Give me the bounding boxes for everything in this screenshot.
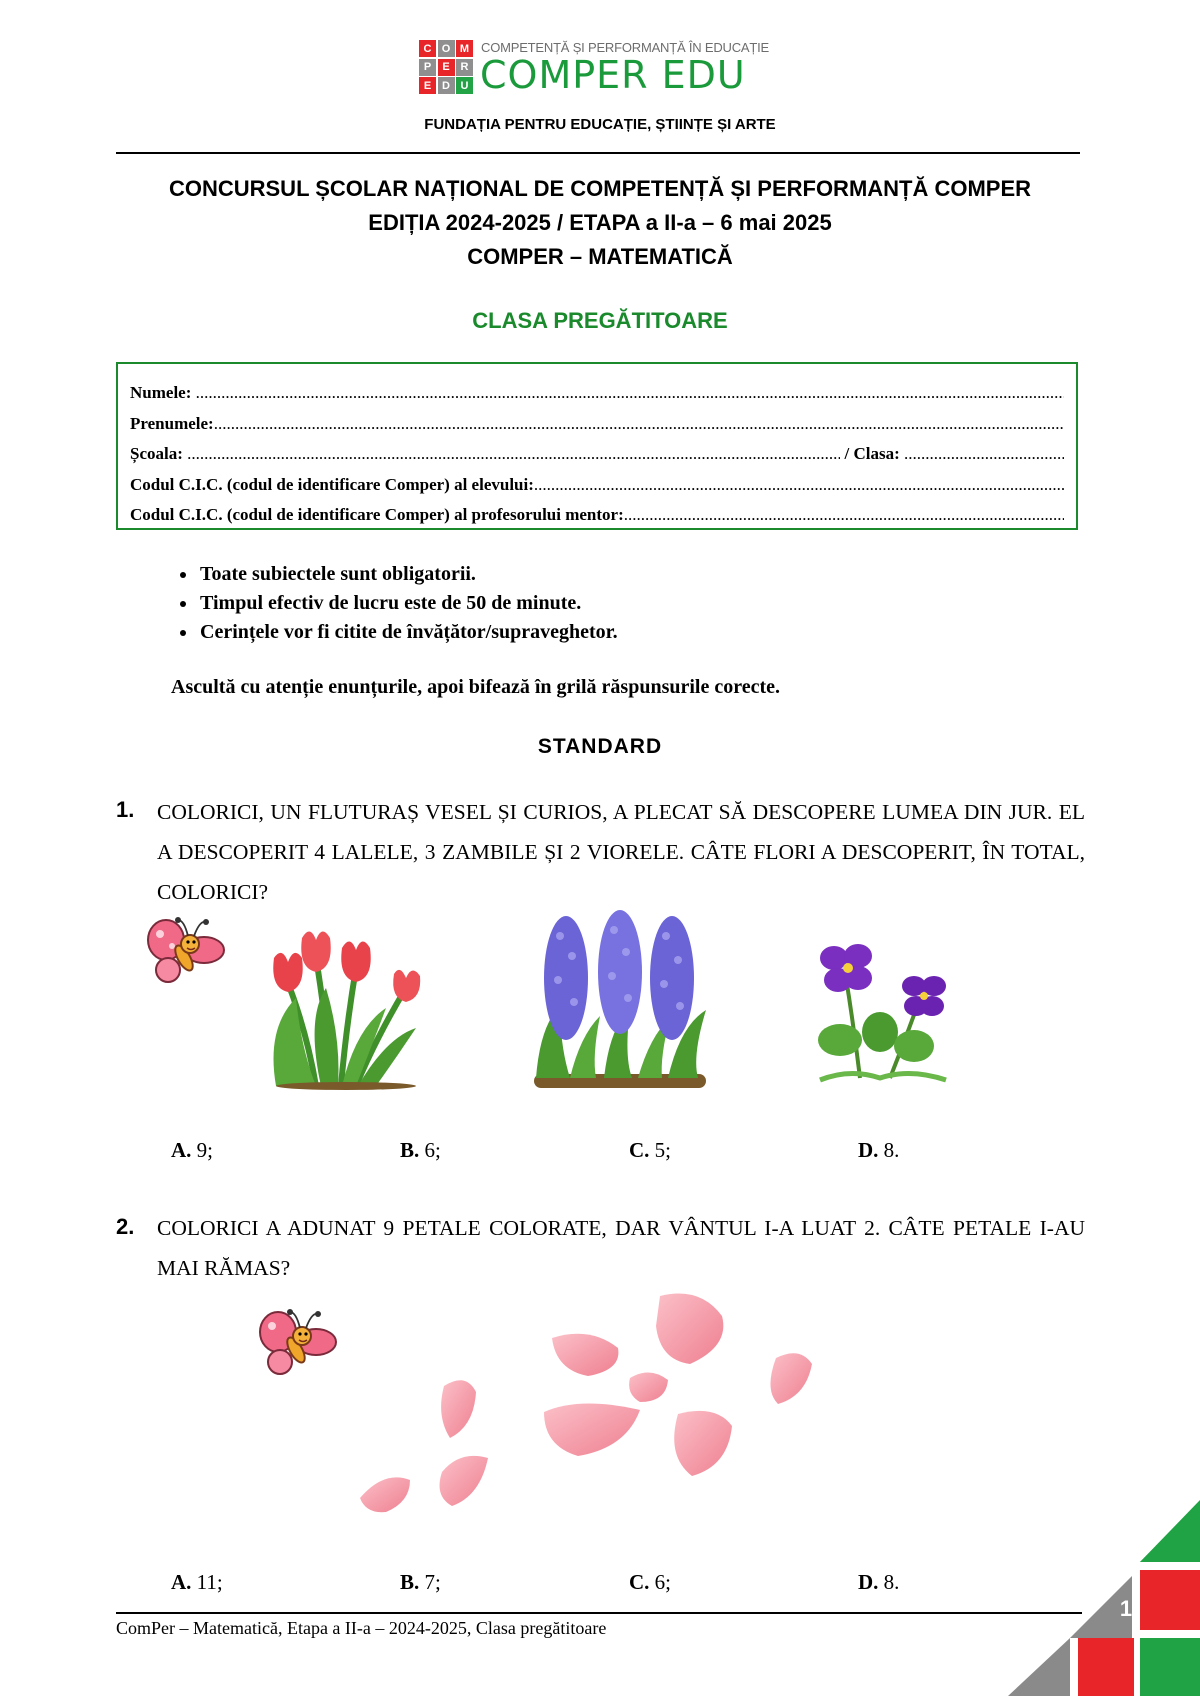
answer-letter: D. bbox=[858, 1138, 879, 1162]
title-line-3: COMPER – MATEMATICĂ bbox=[467, 244, 733, 269]
footer-text: ComPer – Matematică, Etapa a II-a – 2024-2025, Clasa pregătitoare bbox=[116, 1618, 607, 1638]
answer-letter: A. bbox=[171, 1570, 192, 1594]
header-divider bbox=[116, 152, 1080, 154]
class-label: / Clasa: bbox=[844, 444, 900, 463]
question-1-answers bbox=[171, 1138, 1087, 1163]
answer-value: 11; bbox=[196, 1570, 223, 1594]
fill-dots bbox=[196, 378, 1064, 409]
logo-tagline: COMPETENȚĂ ȘI PERFORMANȚĂ ÎN EDUCAȚIE bbox=[481, 40, 770, 55]
fill-dots bbox=[534, 470, 1064, 501]
question-2-answers bbox=[171, 1570, 1087, 1595]
logo-cell: D bbox=[438, 77, 455, 94]
title-line-1: CONCURSUL ȘCOLAR NAȚIONAL DE COMPETENȚĂ ȘI PERFORMANȚĂ COMPER bbox=[168, 176, 1032, 201]
logo-cell: E bbox=[419, 77, 436, 94]
fill-dots bbox=[214, 409, 1064, 440]
answer-value: 8. bbox=[883, 1570, 900, 1594]
answer-option[interactable] bbox=[629, 1570, 858, 1595]
answer-value: 9; bbox=[196, 1138, 214, 1162]
logo-cell: E bbox=[438, 59, 455, 76]
fill-dots bbox=[904, 439, 1064, 470]
answer-value: 8. bbox=[883, 1138, 900, 1162]
student-code-field[interactable] bbox=[130, 470, 1064, 501]
logo-cell: P bbox=[419, 59, 436, 76]
teacher-code-label: Codul C.I.C. (codul de identificare Comper) al profesorului mentor: bbox=[130, 505, 624, 524]
surname-field[interactable] bbox=[130, 409, 1064, 440]
logo-cell: M bbox=[456, 40, 473, 57]
logo-cell: R bbox=[456, 59, 473, 76]
surname-label: Prenumele: bbox=[130, 413, 214, 433]
section-heading: STANDARD bbox=[537, 735, 663, 758]
footer-divider bbox=[116, 1612, 1082, 1614]
rule-item: • Timpul efectiv de lucru este de 50 de minute. bbox=[198, 589, 618, 618]
logo-mark bbox=[419, 40, 473, 94]
name-label: Numele: bbox=[130, 383, 192, 402]
answer-value: 5; bbox=[654, 1138, 672, 1162]
question-1-text: COLORICI, UN FLUTURAȘ VESEL ȘI CURIOS, A PLECAT SĂ DESCOPERE LUMEA DIN JUR. EL A DESCOPERIT 4 LALELE, 3 ZAMBILE ȘI 2 VIORELE. CÂTE FLORI A DESCOPERIT, ÎN TOTAL, COLORICI? bbox=[157, 800, 1085, 904]
rules-list bbox=[170, 560, 618, 647]
butterfly-icon bbox=[144, 914, 234, 994]
rule-item: • Toate subiectele sunt obligatorii. bbox=[198, 560, 618, 589]
question-2-number: 2. bbox=[116, 1214, 135, 1239]
student-info-box bbox=[116, 362, 1078, 530]
teacher-code-field[interactable] bbox=[130, 500, 1064, 531]
contest-title bbox=[0, 172, 1200, 274]
class-title: CLASA PREGĂTITOARE bbox=[472, 308, 728, 333]
answer-letter: C. bbox=[629, 1138, 650, 1162]
answer-letter: B. bbox=[400, 1570, 420, 1594]
fill-dots bbox=[624, 500, 1064, 531]
hyacinths-icon bbox=[520, 906, 720, 1096]
logo-cell: C bbox=[419, 40, 436, 57]
answer-option[interactable] bbox=[171, 1138, 400, 1163]
answer-option[interactable] bbox=[400, 1570, 629, 1595]
question-1-number: 1. bbox=[116, 797, 135, 822]
answer-letter: B. bbox=[400, 1138, 420, 1162]
answer-letter: A. bbox=[171, 1138, 192, 1162]
answer-value: 7; bbox=[424, 1570, 441, 1594]
page-number: 1 bbox=[1119, 1596, 1133, 1621]
butterfly-icon bbox=[256, 1306, 346, 1386]
foundation-name: FUNDAȚIA PENTRU EDUCAȚIE, ȘTIINȚE ȘI ARTE bbox=[424, 116, 776, 133]
logo-cell: U bbox=[456, 77, 473, 94]
rule-item: • Cerințele vor fi citite de învățător/supraveghetor. bbox=[198, 618, 618, 647]
school-field[interactable] bbox=[130, 439, 1064, 470]
answer-option[interactable] bbox=[629, 1138, 858, 1163]
answer-value: 6; bbox=[424, 1138, 441, 1162]
violets-icon bbox=[810, 928, 956, 1086]
corner-decoration bbox=[1000, 1500, 1200, 1696]
fill-dots bbox=[187, 439, 840, 470]
answer-letter: D. bbox=[858, 1570, 879, 1594]
logo-cell: O bbox=[438, 40, 455, 57]
school-label: Școala: bbox=[130, 444, 183, 463]
petals-icon bbox=[360, 1286, 840, 1526]
name-field[interactable] bbox=[130, 378, 1064, 409]
answer-value: 6; bbox=[654, 1570, 672, 1594]
title-line-2: EDIȚIA 2024-2025 / ETAPA a II-a – 6 mai 2025 bbox=[368, 210, 832, 235]
answer-option[interactable] bbox=[400, 1138, 629, 1163]
answer-option[interactable] bbox=[171, 1570, 400, 1595]
tulips-icon bbox=[246, 918, 446, 1090]
question-2-text: COLORICI A ADUNAT 9 PETALE COLORATE, DAR VÂNTUL I-A LUAT 2. CÂTE PETALE I-AU MAI RĂMAS? bbox=[157, 1216, 1085, 1280]
student-code-label: Codul C.I.C. (codul de identificare Comper) al elevului: bbox=[130, 474, 534, 494]
answer-letter: C. bbox=[629, 1570, 650, 1594]
instruction: Ascultă cu atenție enunțurile, apoi bifează în grilă răspunsurile corecte. bbox=[171, 676, 781, 698]
logo-brand: COMPER EDU bbox=[480, 53, 746, 97]
answer-option[interactable] bbox=[858, 1138, 1087, 1163]
